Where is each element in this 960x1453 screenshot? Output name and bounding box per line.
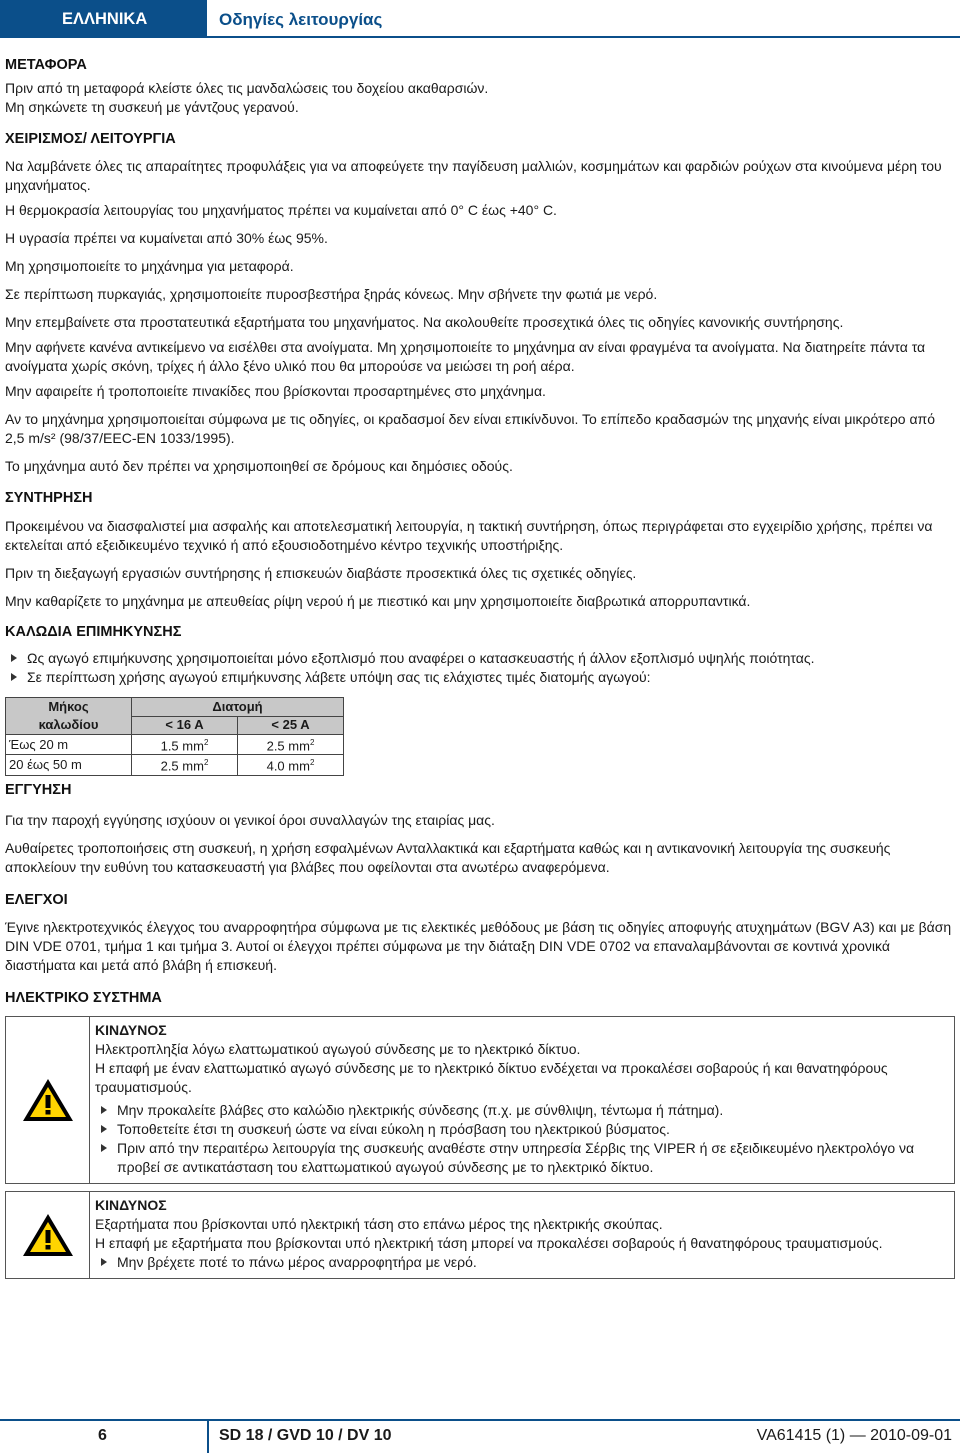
table-cell-16a <box>132 755 238 775</box>
section-maintenance <box>5 490 955 611</box>
language-tab: ΕΛΛΗΝΙΚΑ <box>0 0 207 38</box>
page-header <box>0 0 960 38</box>
warranty-heading: ΕΓΓΥΗΣΗ <box>5 781 72 798</box>
operation-p5: Σε περίπτωση πυρκαγιάς, χρησιμοποιείτε πυροσβεστήρα ξηράς κόνεως. Μην σβήνετε την φωτιά με νερό. <box>5 286 658 302</box>
section-checks <box>5 892 955 975</box>
cell-value: 4.0 mm <box>266 758 310 774</box>
transport-p2: Μη σηκώνετε τη συσκευή με γάντζους γερανού. <box>5 99 299 115</box>
transport-heading: ΜΕΤΑΦΟΡΑ <box>5 57 87 73</box>
danger1-bullet-2: Τοποθετείτε έτσι τη συσκευή ώστε να είναι εύκολη η πρόσβαση του ηλεκτρικού βύσματος. <box>95 1120 946 1139</box>
table-row <box>6 755 344 775</box>
footer-divider <box>207 1419 209 1453</box>
operation-p7: Μην αφήνετε κανένα αντικείμενο να εισέλθει στα ανοίγματα. Μη χρησιμοποιείτε το μηχάνημα αν είναι φραγμένα τα ανοίγματα. Να διατηρείτε πάντα τα ανοίγματα χωρίς σκόνη, τρίχες ή άλλο ξένο υλικό που θα μπορούσε να μειώσει τη ροή αέρα. <box>5 339 926 374</box>
unit-sup: 2 <box>203 738 209 747</box>
transport-p1: Πριν από τη μεταφορά κλείστε όλες τις μανδαλώσεις του δοχείου ακαθαρσιών. <box>5 80 489 96</box>
operation-p2: Η θερμοκρασία λειτουργίας του μηχανήματος πρέπει να κυμαίνεται από 0° C έως +40° C. <box>5 202 557 218</box>
danger-body-1 <box>90 1017 954 1183</box>
electrical-heading: ΗΛΕΚΤΡΙΚΟ ΣΥΣΤΗΜΑ <box>5 989 162 1006</box>
table-header-length-text: Μήκος καλωδίου <box>38 699 99 732</box>
section-operation <box>5 131 955 476</box>
cell-value: 1.5 mm <box>160 738 204 754</box>
table-cell-16a <box>132 735 238 755</box>
table-header-16a: < 16 A <box>132 716 238 735</box>
danger2-line-2: Η επαφή με εξαρτήματα που βρίσκονται υπό ηλεκτρική τάση μπορεί να προκαλέσει σοβαρούς ή θανατηφόρους τραυματισμούς. <box>95 1234 883 1251</box>
maintenance-p1: Προκειμένου να διασφαλιστεί μια ασφαλής και αποτελεσματική λειτουργία, η τακτική συντήρηση, όπως περιγράφεται στο εγχειρίδιο χρήσης, πρέπει να εκτελείται από εξειδικευμένο τεχνικό ή από εξουσιοδοτημένο κέντρο τεχνικής υποστήριξης. <box>5 518 933 553</box>
danger-title-1: ΚΙΝΔΥΝΟΣ <box>95 1021 167 1038</box>
danger-body-2 <box>90 1192 954 1278</box>
table-header-25a: < 25 A <box>238 716 344 735</box>
operation-p10: Το μηχάνημα αυτό δεν πρέπει να χρησιμοποιηθεί σε δρόμους και δημόσιες οδούς. <box>5 458 513 474</box>
danger1-bullet-1: Μην προκαλείτε βλάβες στο καλώδιο ηλεκτρικής σύνδεσης (π.χ. με σύνθλιψη, τέντωμα ή πάτημα). <box>95 1101 946 1120</box>
danger1-line-1: Ηλεκτροπληξία λόγω ελαττωματικού αγωγού σύνδεσης με το ηλεκτρικό δίκτυο. <box>95 1040 581 1057</box>
extension-heading: ΚΑΛΩΔΙΑ ΕΠΙΜΗΚΥΝΣΗΣ <box>5 624 182 640</box>
section-warranty <box>5 782 955 877</box>
table-cell-25a <box>238 735 344 755</box>
danger-title-2: ΚΙΝΔΥΝΟΣ <box>95 1196 167 1213</box>
model-name: SD 18 / GVD 10 / DV 10 <box>219 1427 392 1444</box>
warranty-p2: Αυθαίρετες τροποποιήσεις στη συσκευή, η χρήση εσφαλμένων Ανταλλακτικά και εξαρτήματα καθώς και η αντικανονική λειτουργία της συσκευής αποκλείουν την ευθύνη του κατασκευαστή για βλάβες που οφείλονται στα ανωτέρω αναφερόμενα. <box>5 839 891 875</box>
operation-p8: Μην αφαιρείτε ή τροποποιείτε πινακίδες που βρίσκονται προσαρτημένες στο μηχάνημα. <box>5 383 546 399</box>
checks-p1: Έγινε ηλεκτροτεχνικός έλεγχος του αναρροφητήρα σύμφωνα με τις ελεκτικές μεθόδους με βάση τις οδηγίες αποφυγής ατυχημάτων (BGV A3) και με βάση DIN VDE 0701, τμήμα 1 και τμήμα 3. Αυτοί οι έλεγχοι πρέπει σύμφωνα με την διάταξη DIN VDE 0702 να επαναλαμβάνονται σε κοντινά χρονικά διαστήματα και μετά από βλάβη ή επισκευή. <box>5 918 952 973</box>
table-header-length <box>6 698 132 735</box>
cable-table <box>5 697 344 776</box>
header-title: Οδηγίες λειτουργίας <box>219 10 383 29</box>
danger2-bullets <box>95 1253 946 1272</box>
unit-sup: 2 <box>309 738 315 747</box>
danger2-bullet-1: Μην βρέχετε ποτέ το πάνω μέρος αναρροφητήρα με νερό. <box>95 1253 946 1272</box>
table-row <box>6 735 344 755</box>
header-rule <box>207 36 960 38</box>
checks-heading: ΕΛΕΓΧΟΙ <box>5 891 68 908</box>
table-header-section: Διατομή <box>132 698 344 717</box>
extension-bullet-2: Σε περίπτωση χρήσης αγωγού επιμήκυνσης λάβετε υπόψη σας τις ελάχιστες τιμές διατομής αγωγού: <box>5 668 955 687</box>
extension-bullet-1: Ως αγωγό επιμήκυνσης χρησιμοποιείται μόνο εξοπλισμό που αναφέρει ο κατασκευαστής ή άλλον εξοπλισμό υψηλής ποιότητας. <box>5 649 955 668</box>
cell-value: 2.5 mm <box>160 758 204 774</box>
footer-rule <box>0 1419 960 1421</box>
maintenance-p3: Μην καθαρίζετε το μηχάνημα με απευθείας ρίψη νερού ή με πιεστικό και μην χρησιμοποιείτε διαβρωτικά απορρυπαντικά. <box>5 593 751 609</box>
page-number: 6 <box>98 1427 107 1444</box>
operation-p1: Να λαμβάνετε όλες τις απαραίτητες προφυλάξεις για να αποφεύγετε την παγίδευση μαλλιών, κοσμημάτων και φαρδιών ρούχων στα κινούμενα μέρη του μηχανήματος. <box>5 158 942 193</box>
danger-box-1 <box>5 1016 955 1184</box>
danger1-bullets <box>95 1101 946 1177</box>
section-transport <box>5 57 955 117</box>
page-content <box>5 57 955 1279</box>
warning-triangle-icon <box>6 1192 90 1278</box>
danger1-line-2: Η επαφή με έναν ελαττωματικό αγωγό σύνδεσης με το ηλεκτρικό δίκτυο ενδέχεται να προκαλέσει σοβαρούς ή και θανατηφόρους τραυματισμούς. <box>95 1059 888 1095</box>
operation-p6: Μην επεμβαίνετε στα προστατευτικά εξαρτήματα του μηχανήματος. Να ακολουθείτε προσεχτικά όλες τις οδηγίες κανονικής συντήρησης. <box>5 314 844 330</box>
maintenance-p2: Πριν τη διεξαγωγή εργασιών συντήρησης ή επισκευών διαβάστε προσεκτικά όλες τις σχετικές οδηγίες. <box>5 565 637 581</box>
section-electrical <box>5 990 955 1279</box>
table-cell-length: Έως 20 m <box>6 735 132 755</box>
cell-value: 2.5 mm <box>266 738 310 754</box>
section-extension <box>5 624 955 776</box>
operation-p9: Αν το μηχάνημα χρησιμοποιείται σύμφωνα με τις οδηγίες, οι κραδασμοί δεν είναι επικίνδυνοι. Το επίπεδο κραδασμών της μηχανής είναι μικρότερο από 2,5 m/s² (98/37/EEC-EN 1033/1995). <box>5 411 935 446</box>
operation-heading: ΧΕΙΡΙΣΜΟΣ/ ΛΕΙΤΟΥΡΓΙΑ <box>5 131 176 147</box>
page-footer <box>0 1419 960 1453</box>
operation-p4: Μη χρησιμοποιείτε το μηχάνημα για μεταφορά. <box>5 258 294 274</box>
danger1-bullet-3: Πριν από την περαιτέρω λειτουργία της συσκευής αναθέστε στην υπηρεσία Σέρβις της VIPER ή σε εξειδικευμένο ηλεκτρολόγο να προβεί σε αντικατάσταση του ελαττωματικού αγωγού σύνδεσης με το ηλεκτρικό δίκτυο. <box>95 1139 946 1177</box>
operation-p3: Η υγρασία πρέπει να κυμαίνεται από 30% έως 95%. <box>5 230 328 246</box>
table-cell-25a <box>238 755 344 775</box>
maintenance-heading: ΣΥΝΤΗΡΗΣΗ <box>5 490 93 506</box>
danger-box-2 <box>5 1191 955 1279</box>
danger2-line-1: Εξαρτήματα που βρίσκονται υπό ηλεκτρική τάση στο επάνω μέρος της ηλεκτρικής σκούπας. <box>95 1215 663 1232</box>
table-cell-length: 20 έως 50 m <box>6 755 132 775</box>
unit-sup: 2 <box>309 758 315 768</box>
extension-bullets <box>5 649 955 687</box>
warning-triangle-icon <box>6 1017 90 1183</box>
document-id: VA61415 (1) — 2010-09-01 <box>756 1427 952 1444</box>
warranty-p1: Για την παροχή εγγύησης ισχύουν οι γενικοί όροι συναλλαγών της εταιρίας μας. <box>5 811 495 828</box>
unit-sup: 2 <box>203 758 209 768</box>
